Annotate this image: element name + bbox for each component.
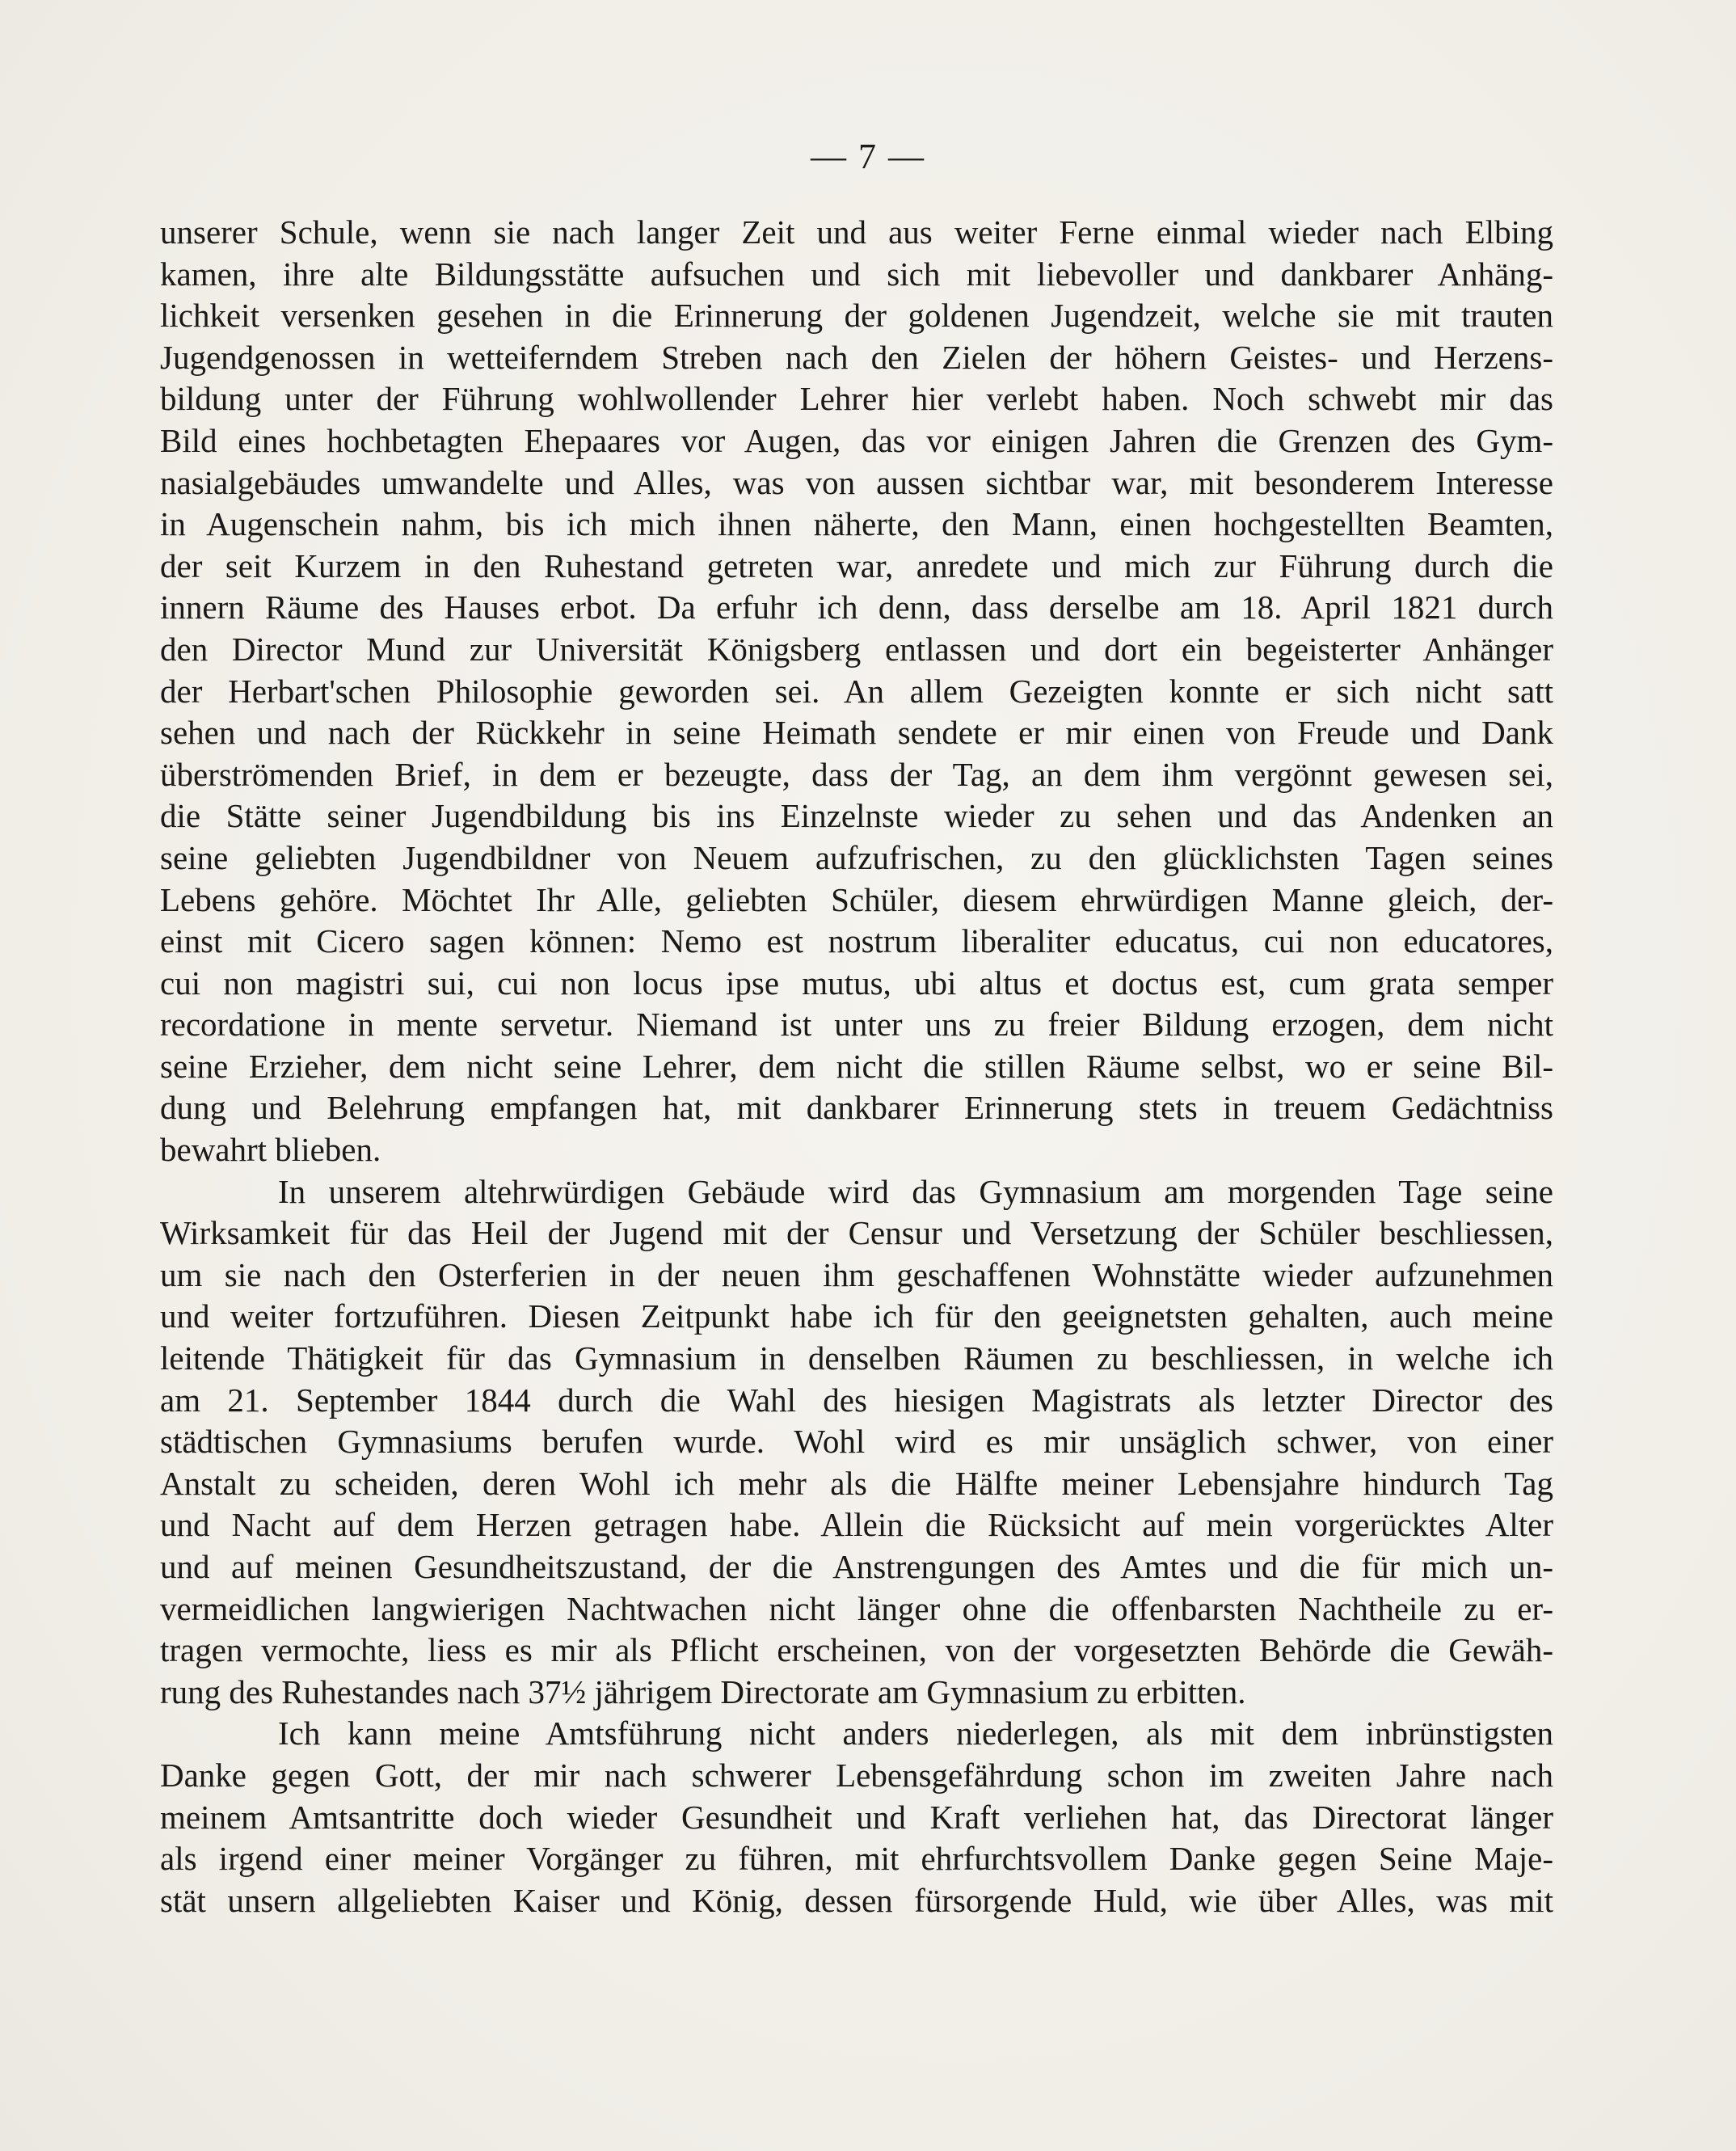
text-line: Danke gegen Gott, der mir nach schwerer Lebensgefährdung schon im zweiten Jahre nach [160, 1756, 1553, 1794]
text-line: dung und Belehrung empfangen hat, mit dankbarer Erinnerung stets in treuem Gedächtniss [160, 1089, 1553, 1127]
text-line: als irgend einer meiner Vorgänger zu führen, mit ehrfurchtsvollem Danke gegen Seine Maje- [160, 1840, 1553, 1878]
text-line: seine Erzieher, dem nicht seine Lehrer, dem nicht die stillen Räume selbst, wo er seine Bil- [160, 1047, 1553, 1085]
text-line: stät unsern allgeliebten Kaiser und König, dessen fürsorgende Huld, wie über Alles, was mit [160, 1881, 1553, 1919]
text-line: In unserem altehrwürdigen Gebäude wird das Gymnasium am morgenden Tage seine [278, 1172, 1553, 1210]
page-number: — 7 — [811, 137, 925, 176]
text-line: Ich kann meine Amtsführung nicht anders niederlegen, als mit dem inbrünstigsten [278, 1714, 1553, 1752]
text-line: und auf meinen Gesundheitszustand, der die Anstrengungen des Amtes und die für mich un- [160, 1548, 1553, 1585]
text-line: cui non magistri sui, cui non locus ipse mutus, ubi altus et doctus est, cum grata semper [160, 964, 1553, 1002]
text-line: vermeidlichen langwierigen Nachtwachen nicht länger ohne die offenbarsten Nachtheile zu er- [160, 1589, 1553, 1627]
body-text [160, 212, 1553, 1921]
text-line: Lebens gehöre. Möchtet Ihr Alle, geliebten Schüler, diesem ehrwürdigen Manne gleich, der- [160, 880, 1553, 918]
text-line: recordatione in mente servetur. Niemand ist unter uns zu freier Bildung erzogen, dem nicht [160, 1006, 1553, 1044]
text-line: nasialgebäudes umwandelte und Alles, was von aussen sichtbar war, mit besonderem Interesse [160, 463, 1553, 501]
text-line: sehen und nach der Rückkehr in seine Heimath sendete er mir einen von Freude und Dank [160, 714, 1553, 752]
text-line: den Director Mund zur Universität Königsberg entlassen und dort ein begeisterter Anhänger [160, 630, 1553, 668]
text-line: bewahrt blieben. [160, 1131, 381, 1169]
text-line: unserer Schule, wenn sie nach langer Zeit und aus weiter Ferne einmal wieder nach Elbing [160, 213, 1553, 251]
text-line: der seit Kurzem in den Ruhestand getreten war, anredete und mich zur Führung durch die [160, 546, 1553, 584]
text-line: Anstalt zu scheiden, deren Wohl ich mehr als die Hälfte meiner Lebensjahre hindurch Tag [160, 1464, 1553, 1502]
text-line: in Augenschein nahm, bis ich mich ihnen näherte, den Mann, einen hochgestellten Beamten, [160, 505, 1553, 543]
text-line: und Nacht auf dem Herzen getragen habe. Allein die Rücksicht auf mein vorgerücktes Alter [160, 1506, 1553, 1544]
text-line: Jugendgenossen in wetteiferndem Streben nach den Zielen der höhern Geistes- und Herzens- [160, 338, 1553, 376]
text-line: rung des Ruhestandes nach 37½ jährigem Directorate am Gymnasium zu erbitten. [160, 1672, 1246, 1710]
text-line: überströmenden Brief, in dem er bezeugte, dass der Tag, an dem ihm vergönnt gewesen sei, [160, 755, 1553, 793]
text-line: städtischen Gymnasiums berufen wurde. Wohl wird es mir unsäglich schwer, von einer [160, 1423, 1553, 1461]
text-line: einst mit Cicero sagen können: Nemo est nostrum liberaliter educatus, cui non educatores, [160, 922, 1553, 960]
text-line: Wirksamkeit für das Heil der Jugend mit der Censur und Versetzung der Schüler beschliessen, [160, 1214, 1553, 1252]
text-line: am 21. September 1844 durch die Wahl des hiesigen Magistrats als letzter Director des [160, 1381, 1553, 1419]
text-line: leitende Thätigkeit für das Gymnasium in denselben Räumen zu beschliessen, in welche ich [160, 1339, 1553, 1377]
text-line: um sie nach den Osterferien in der neuen ihm geschaffenen Wohnstätte wieder aufzunehmen [160, 1255, 1553, 1293]
text-line: seine geliebten Jugendbildner von Neuem aufzufrischen, zu den glücklichsten Tagen seines [160, 838, 1553, 876]
text-line: bildung unter der Führung wohlwollender Lehrer hier verlebt haben. Noch schwebt mir das [160, 380, 1553, 418]
text-line: der Herbart'schen Philosophie geworden sei. An allem Gezeigten konnte er sich nicht satt [160, 672, 1553, 710]
text-line: lichkeit versenken gesehen in die Erinnerung der goldenen Jugendzeit, welche sie mit trauten [160, 297, 1553, 335]
text-line: die Stätte seiner Jugendbildung bis ins Einzelnste wieder zu sehen und das Andenken an [160, 797, 1553, 835]
text-line: und weiter fortzuführen. Diesen Zeitpunkt habe ich für den geeignetsten gehalten, auch meine [160, 1297, 1553, 1335]
text-line: meinem Amtsantritte doch wieder Gesundheit und Kraft verliehen hat, das Directorat länger [160, 1798, 1553, 1836]
text-line: Bild eines hochbetagten Ehepaares vor Augen, das vor einigen Jahren die Grenzen des Gym- [160, 421, 1553, 459]
text-line: tragen vermochte, liess es mir als Pflicht erscheinen, von der vorgesetzten Behörde die Gewäh- [160, 1631, 1553, 1669]
text-line: innern Räume des Hauses erbot. Da erfuhr ich denn, dass derselbe am 18. April 1821 durch [160, 588, 1553, 626]
text-line: kamen, ihre alte Bildungsstätte aufsuchen und sich mit liebevoller und dankbarer Anhäng- [160, 255, 1553, 293]
